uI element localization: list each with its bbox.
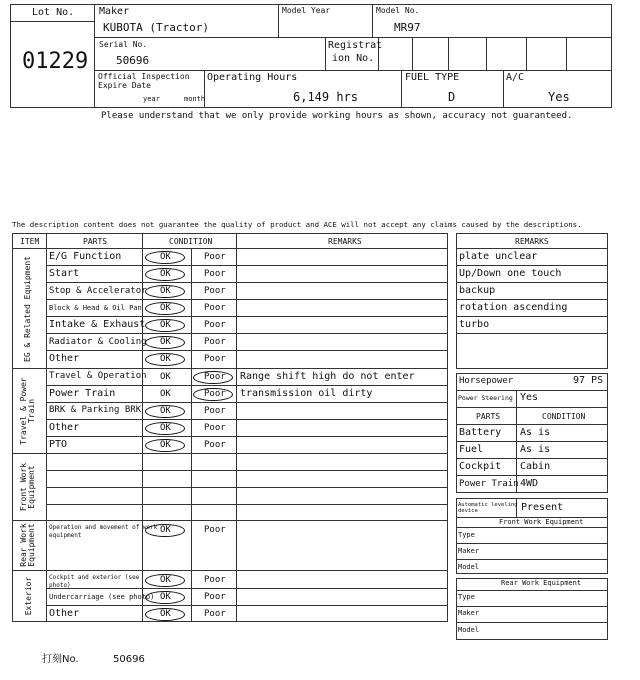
group-label-eg: EG & Related Equipment [23,256,32,362]
ok-label: OK [160,303,171,313]
part-label: Radiator & Cooling [49,337,147,347]
ok-label: OK [160,337,171,347]
ok-label: OK [160,320,171,330]
poor-label: Poor [204,320,226,330]
ok-label: OK [160,525,171,535]
item-header: ITEM [20,237,40,246]
poor-label: Poor [204,423,226,433]
rear-type-label: Type [458,593,475,601]
poor-label: Poor [204,286,226,296]
ok-label: OK [160,609,171,619]
front-type-label: Type [458,531,475,539]
right-remark-item: backup [459,285,496,296]
part-label: Intake & Exhaust [49,319,146,330]
ac-value: Yes [548,90,570,104]
month-label: month [184,95,206,103]
fuel-type-value: D [448,90,456,104]
ok-label: OK [160,440,171,450]
auto-leveling-label: Automatic leveling device [458,502,518,514]
part-label: E/G Function [49,251,122,262]
part-label: PTO [49,439,68,450]
part-label: Travel & Operation [49,371,147,381]
panel-part-label: Fuel [459,444,484,455]
rear-maker-label: Maker [458,609,480,617]
front-model-label: Model [458,563,480,571]
right-remark-item: plate unclear [459,251,538,262]
parts-header: PARTS [83,237,108,246]
fuel-type-label: FUEL TYPE [405,72,460,83]
ok-label: OK [160,575,171,585]
description-notice: The description content does not guarantee the quality of product and ACE will not accept any claims caused by the descriptions. [12,220,582,229]
parts-condition-header-condition: CONDITION [542,412,586,421]
hours-notice: Please understand that we only provide working hours as shown, accuracy not guaranteed. [101,111,573,121]
remark-text: Range shift high do not enter [240,371,415,382]
panel-part-condition: Cabin [520,461,551,472]
part-label: BRK & Parking BRK [49,405,142,415]
panel-part-condition: As is [520,444,551,455]
inspection-label-line1: Official Inspection [98,72,190,81]
part-label: Start [49,268,80,279]
rear-work-header: Rear Work Equipment [501,579,582,587]
poor-label: Poor [204,337,226,347]
poor-label: Poor [204,525,226,535]
operating-hours-label: Operating Hours [207,72,298,83]
model-year-label: Model Year [282,6,331,15]
poor-label: Poor [204,592,226,602]
ok-label: OK [160,372,171,382]
panel-part-condition: 4WD [520,478,539,489]
right-remark-item: Up/Down one touch [459,268,562,279]
right-remark-item: turbo [459,319,490,330]
front-work-header: Front Work Equipment [499,518,584,526]
poor-label: Poor [204,575,226,585]
right-remark-item: rotation ascending [459,302,568,313]
group-label-rear-work: Rear Work Equipment [19,523,37,567]
group-label-front-work: Front Work Equipment [19,462,37,512]
poor-label: Poor [204,609,226,619]
front-maker-label: Maker [458,547,480,555]
serial-value: 50696 [116,54,150,67]
part-label: Power Train [49,388,116,399]
serial-label: Serial No. [99,40,148,49]
rear-model-label: Model [458,626,480,634]
part-label: Block & Head & Oil Pan [49,304,142,312]
registration-label-line1: Registrat [328,40,383,51]
ok-label: OK [160,269,171,279]
condition-header: CONDITION [169,237,213,246]
part-label: Undercarriage (see photo) [49,593,155,601]
year-label: year [143,95,160,103]
registration-label-line2: ion No. [332,53,375,64]
poor-label: Poor [204,303,226,313]
part-label: Stop & Accelerator [49,286,147,296]
poor-label: Poor [204,354,226,364]
panel-part-condition: As is [520,427,551,438]
inspection-label-line2: Expire Date [98,81,151,90]
group-label-exterior: Exterior [24,576,33,616]
poor-label: Poor [204,406,226,416]
horsepower-value: 97 PS [573,375,604,386]
stamp-number-label: 打刻No. [42,654,79,665]
power-steering-label: Power Steering [458,394,513,402]
panel-part-label: Cockpit [459,461,502,472]
right-remarks-header: REMARKS [515,237,549,246]
stamp-number-value: 50696 [113,654,145,665]
lot-label: Lot No. [32,7,75,18]
poor-label: Poor [204,389,226,399]
poor-label: Poor [204,372,226,382]
ok-label: OK [160,354,171,364]
ok-label: OK [160,406,171,416]
group-label-travel: Travel & Power Train [19,377,37,445]
panel-part-label: Battery [459,427,502,438]
operating-hours-value: 6,149 hrs [293,90,359,104]
ac-label: A/C [506,72,525,83]
ok-label: OK [160,286,171,296]
ok-label: OK [160,423,171,433]
ok-label: OK [160,252,171,262]
panel-part-label: Power Train [459,479,519,489]
poor-label: Poor [204,269,226,279]
model-no-value: MR97 [394,21,421,34]
ok-label: OK [160,592,171,602]
parts-condition-header-parts: PARTS [476,412,501,421]
remarks-header: REMARKS [328,237,362,246]
part-label: Other [49,422,80,433]
auto-leveling-value: Present [521,502,564,513]
part-label: Other [49,608,80,619]
part-label: Other [49,353,80,364]
poor-label: Poor [204,440,226,450]
ok-label: OK [160,389,171,399]
remark-text: transmission oil dirty [240,388,373,399]
poor-label: Poor [204,252,226,262]
horsepower-label: Horsepower [459,376,514,386]
part-label: Cockpit and exterior (see photo) [49,574,140,589]
part-label: Operation and movement of work equipment [49,524,158,539]
lot-number: 01229 [22,49,89,74]
power-steering-value: Yes [520,392,539,403]
model-no-label: Model No. [376,6,420,15]
maker-value: KUBOTA (Tractor) [103,21,209,34]
maker-label: Maker [99,6,130,17]
